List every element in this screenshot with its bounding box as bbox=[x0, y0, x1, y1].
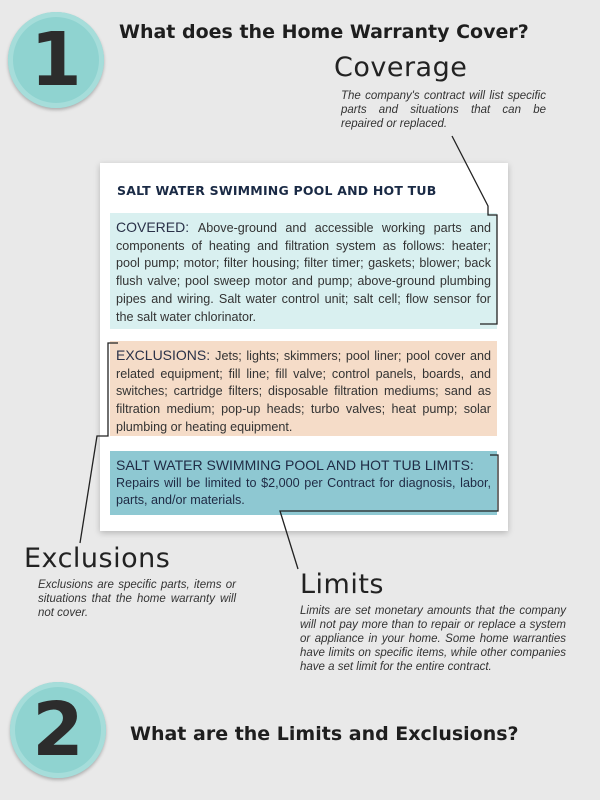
limits-text: Repairs will be limited to $2,000 per Contract for diagnosis, labor, parts, and/or materials. bbox=[116, 475, 491, 508]
step-1-number: 1 bbox=[30, 17, 82, 103]
limits-note: Limits are set monetary amounts that the company will not pay more than to repair or replace a system or appliance in your home. Some home warranties have limits on specific items, while other companies have a set limit for the entire contract. bbox=[300, 605, 566, 673]
exclusions-note: Exclusions are specific parts, items or situations that the home warranty will not cover. bbox=[38, 579, 236, 619]
limits-heading: SALT WATER SWIMMING POOL AND HOT TUB LIMITS: bbox=[116, 457, 474, 473]
coverage-title: Coverage bbox=[334, 52, 468, 83]
contract-title: SALT WATER SWIMMING POOL AND HOT TUB bbox=[117, 183, 437, 198]
exclusions-text: Jets; lights; skimmers; pool liner; pool cover and related equipment; fill line; fill valve; control panels, boards, and switches; cartridge filters; disposable filtration mediums; sand as filtration medium; pop-up heads; turbo valves; heat pump; solar plumbing or heating equipment. bbox=[116, 349, 491, 434]
covered-text: Above-ground and accessible working parts and components of heating and filtration system as follows: heater; pool pump; motor; filter housing; filter timer; gaskets; blower; back flush valve; pool sweep motor and pump; above-ground plumbing pipes and wiring. Salt water control unit; salt cell; flow sensor for the salt water chlorinator. bbox=[116, 221, 491, 324]
limits-section bbox=[110, 451, 497, 515]
contract-card bbox=[100, 163, 508, 531]
exclusions-section bbox=[110, 341, 497, 436]
step-2-badge bbox=[10, 682, 106, 778]
coverage-note: The company's contract will list specific parts and situations that can be repaired or replaced. bbox=[341, 90, 546, 130]
exclusions-title: Exclusions bbox=[24, 543, 171, 574]
step-1-badge bbox=[8, 12, 104, 108]
covered-section bbox=[110, 213, 497, 329]
step-2-number: 2 bbox=[32, 687, 84, 773]
step-1-question: What does the Home Warranty Cover? bbox=[119, 21, 529, 43]
limits-title: Limits bbox=[300, 569, 384, 600]
exclusions-heading: EXCLUSIONS: bbox=[116, 347, 216, 363]
covered-heading: COVERED: bbox=[116, 219, 198, 235]
step-2-question: What are the Limits and Exclusions? bbox=[130, 723, 519, 745]
